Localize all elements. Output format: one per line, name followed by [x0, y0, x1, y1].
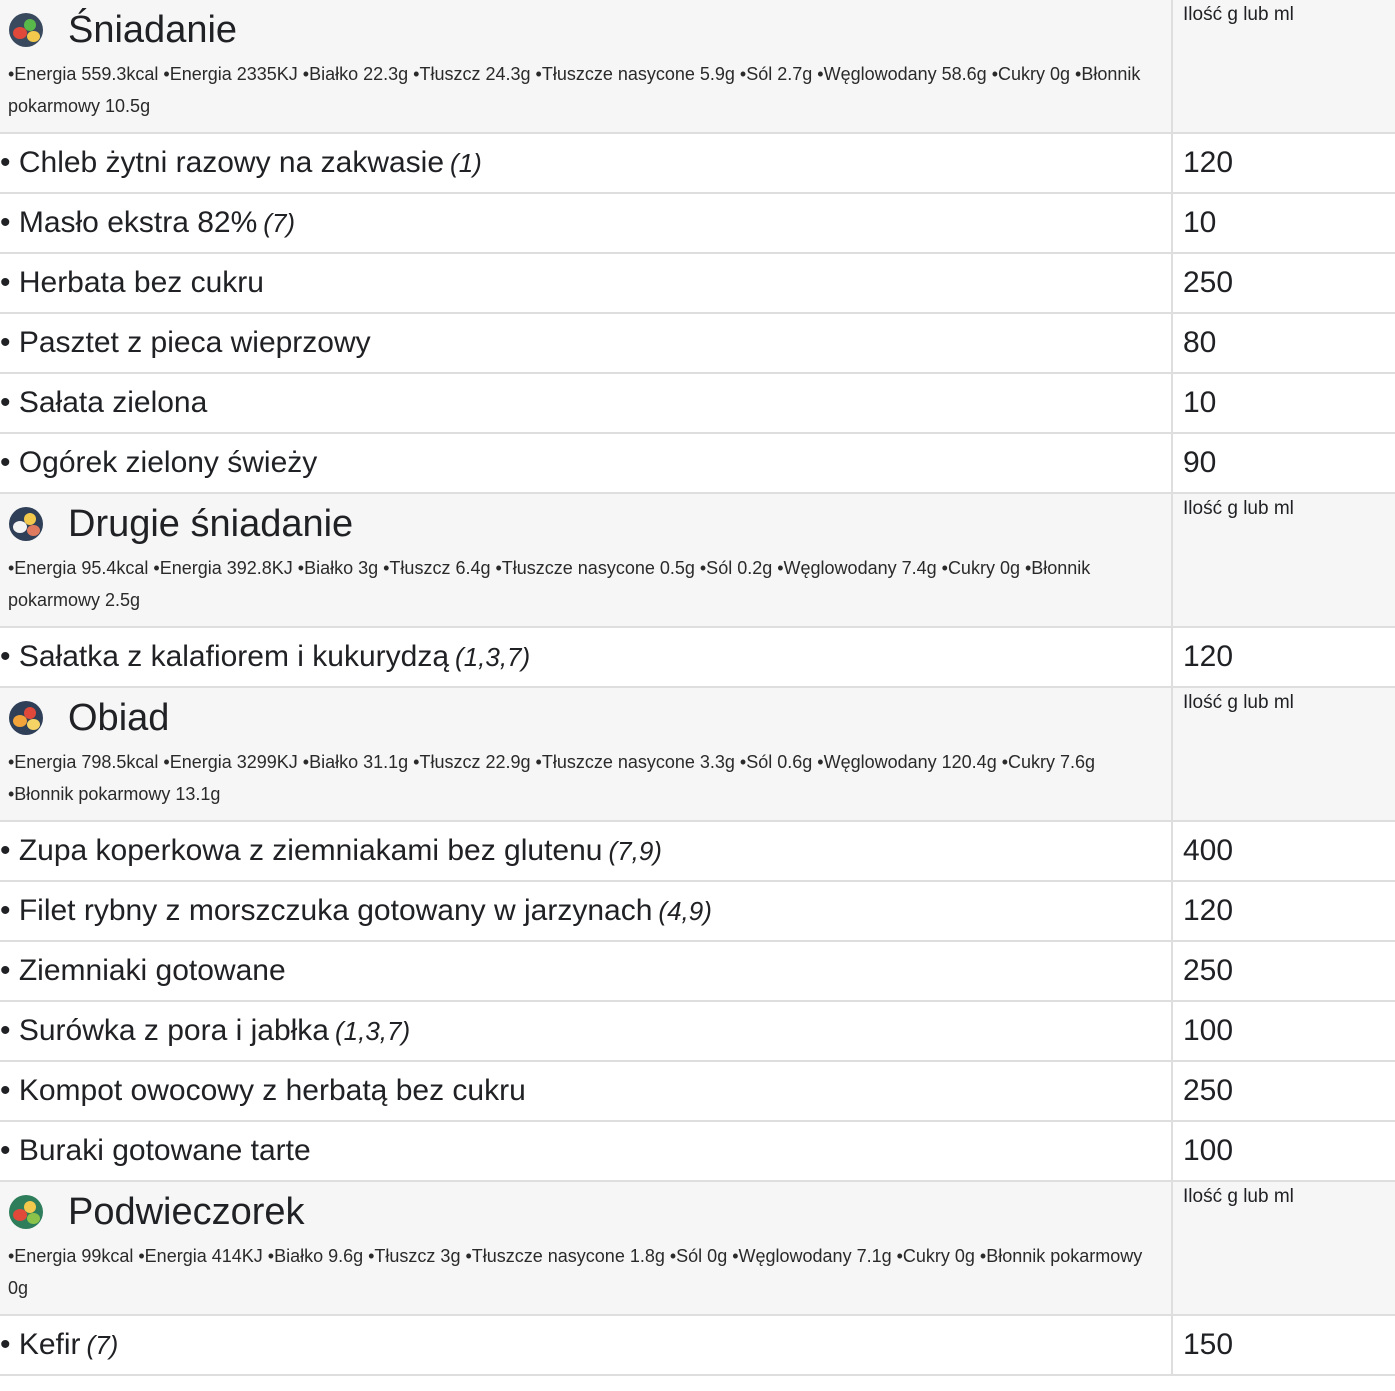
quantity-cell: 10: [1183, 206, 1217, 239]
allergen-codes: (1): [450, 148, 482, 178]
meal-title-line: [8, 690, 1163, 746]
nutrition-summary: •Energia 99kcal •Energia 414KJ •Białko 9.6g •Tłuszcz 3g •Tłuszcze nasycone 1.8g •Sól 0g •Węglowodany 7.1g •Cukry 0g •Błonnik pokarmowy 0g: [8, 1246, 1143, 1298]
quantity-cell: 90: [1183, 446, 1217, 479]
table-row: [0, 194, 1395, 254]
table-row: [0, 628, 1395, 688]
food-item-cell: [0, 1002, 1173, 1060]
table-row: [0, 1316, 1395, 1376]
food-item-name: • Ziemniaki gotowane: [0, 954, 286, 987]
table-row: [0, 314, 1395, 374]
food-item-name: • Filet rybny z morszczuka gotowany w jarzynach: [0, 894, 653, 927]
quantity-cell: 250: [1183, 1074, 1234, 1107]
food-item-name: • Sałata zielona: [0, 386, 208, 419]
table-row: [0, 254, 1395, 314]
food-item-cell: [0, 1122, 1173, 1180]
quantity-cell: 250: [1183, 266, 1234, 299]
table-row: [0, 822, 1395, 882]
meal-header: [0, 688, 1395, 822]
allergen-codes: (1,3,7): [335, 1016, 411, 1046]
quantity-column-header: Ilość g lub ml: [1183, 692, 1294, 713]
quantity-cell: 100: [1183, 1014, 1234, 1047]
food-item-cell: [0, 628, 1173, 686]
lunch-plate-icon: [9, 701, 43, 735]
nutrition-summary: •Energia 95.4kcal •Energia 392.8KJ •Białko 3g •Tłuszcz 6.4g •Tłuszcze nasycone 0.5g •Sól 0.2g •Węglowodany 7.4g •Cukry 0g •Błonnik pokarmowy 2.5g: [8, 558, 1091, 610]
quantity-cell: 80: [1183, 326, 1217, 359]
meal-header: [0, 494, 1395, 628]
allergen-codes: (7): [86, 1330, 119, 1360]
allergen-codes: (4,9): [658, 896, 712, 926]
food-item-cell: [0, 254, 1173, 312]
table-row: [0, 434, 1395, 494]
allergen-codes: (7): [263, 208, 296, 238]
food-item-cell: [0, 434, 1173, 492]
quantity-cell: 10: [1183, 386, 1217, 419]
food-item-cell: [0, 882, 1173, 940]
food-item-name: • Herbata bez cukru: [0, 266, 264, 299]
quantity-cell: 120: [1183, 640, 1234, 673]
snack-plate-icon: [9, 1195, 43, 1229]
table-row: [0, 134, 1395, 194]
meal-title-line: [8, 1184, 1163, 1240]
food-item-cell: [0, 374, 1173, 432]
quantity-cell: 120: [1183, 894, 1234, 927]
food-item-name: • Kefir: [0, 1328, 81, 1361]
quantity-cell: 400: [1183, 834, 1234, 867]
food-item-cell: [0, 942, 1173, 1000]
food-item-cell: [0, 822, 1173, 880]
quantity-column-header: Ilość g lub ml: [1183, 1186, 1294, 1207]
table-row: [0, 374, 1395, 434]
food-item-name: • Buraki gotowane tarte: [0, 1134, 311, 1167]
food-item-name: • Kompot owocowy z herbatą bez cukru: [0, 1074, 526, 1107]
food-item-name: • Sałatka z kalafiorem i kukurydzą: [0, 640, 450, 673]
meal-title-line: [8, 2, 1163, 58]
second-breakfast-plate-icon: [9, 507, 43, 541]
table-row: [0, 882, 1395, 942]
nutrition-summary: •Energia 798.5kcal •Energia 3299KJ •Białko 31.1g •Tłuszcz 22.9g •Tłuszcze nasycone 3.3g •Sól 0.6g •Węglowodany 120.4g •Cukry 7.6g •Błonnik pokarmowy 13.1g: [8, 752, 1096, 804]
table-row: [0, 1062, 1395, 1122]
food-item-cell: [0, 1316, 1173, 1374]
quantity-column-header: Ilość g lub ml: [1183, 498, 1294, 519]
meal-header: [0, 1182, 1395, 1316]
breakfast-plate-icon: [9, 13, 43, 47]
food-item-cell: [0, 1062, 1173, 1120]
meal-header-main: [0, 494, 1173, 626]
meal-title-line: [8, 496, 1163, 552]
allergen-codes: (7,9): [608, 836, 662, 866]
food-item-name: • Ogórek zielony świeży: [0, 446, 318, 479]
food-item-cell: [0, 314, 1173, 372]
food-item-name: • Chleb żytni razowy na zakwasie: [0, 146, 445, 179]
nutrition-summary: •Energia 559.3kcal •Energia 2335KJ •Białko 22.3g •Tłuszcz 24.3g •Tłuszcze nasycone 5.9g •Sól 2.7g •Węglowodany 58.6g •Cukry 0g •Błonnik pokarmowy 10.5g: [8, 64, 1141, 116]
meal-title: Drugie śniadanie: [68, 503, 354, 545]
meal-title: Podwieczorek: [68, 1191, 305, 1233]
quantity-column-header: Ilość g lub ml: [1183, 4, 1294, 25]
food-item-name: • Masło ekstra 82%: [0, 206, 258, 239]
table-row: [0, 1002, 1395, 1062]
food-item-name: • Surówka z pora i jabłka: [0, 1014, 329, 1047]
food-item-cell: [0, 194, 1173, 252]
meal-header-main: [0, 0, 1173, 132]
meal-header: [0, 0, 1395, 134]
quantity-cell: 150: [1183, 1328, 1234, 1361]
quantity-cell: 250: [1183, 954, 1234, 987]
table-row: [0, 1122, 1395, 1182]
allergen-codes: (1,3,7): [455, 642, 531, 672]
meal-header-main: [0, 688, 1173, 820]
meal-title: Śniadanie: [68, 9, 238, 51]
meal-title: Obiad: [68, 697, 170, 739]
meal-header-main: [0, 1182, 1173, 1314]
table-row: [0, 942, 1395, 1002]
quantity-cell: 100: [1183, 1134, 1234, 1167]
food-item-cell: [0, 134, 1173, 192]
food-item-name: • Pasztet z pieca wieprzowy: [0, 326, 371, 359]
quantity-cell: 120: [1183, 146, 1234, 179]
food-item-name: • Zupa koperkowa z ziemniakami bez glutenu: [0, 834, 603, 867]
